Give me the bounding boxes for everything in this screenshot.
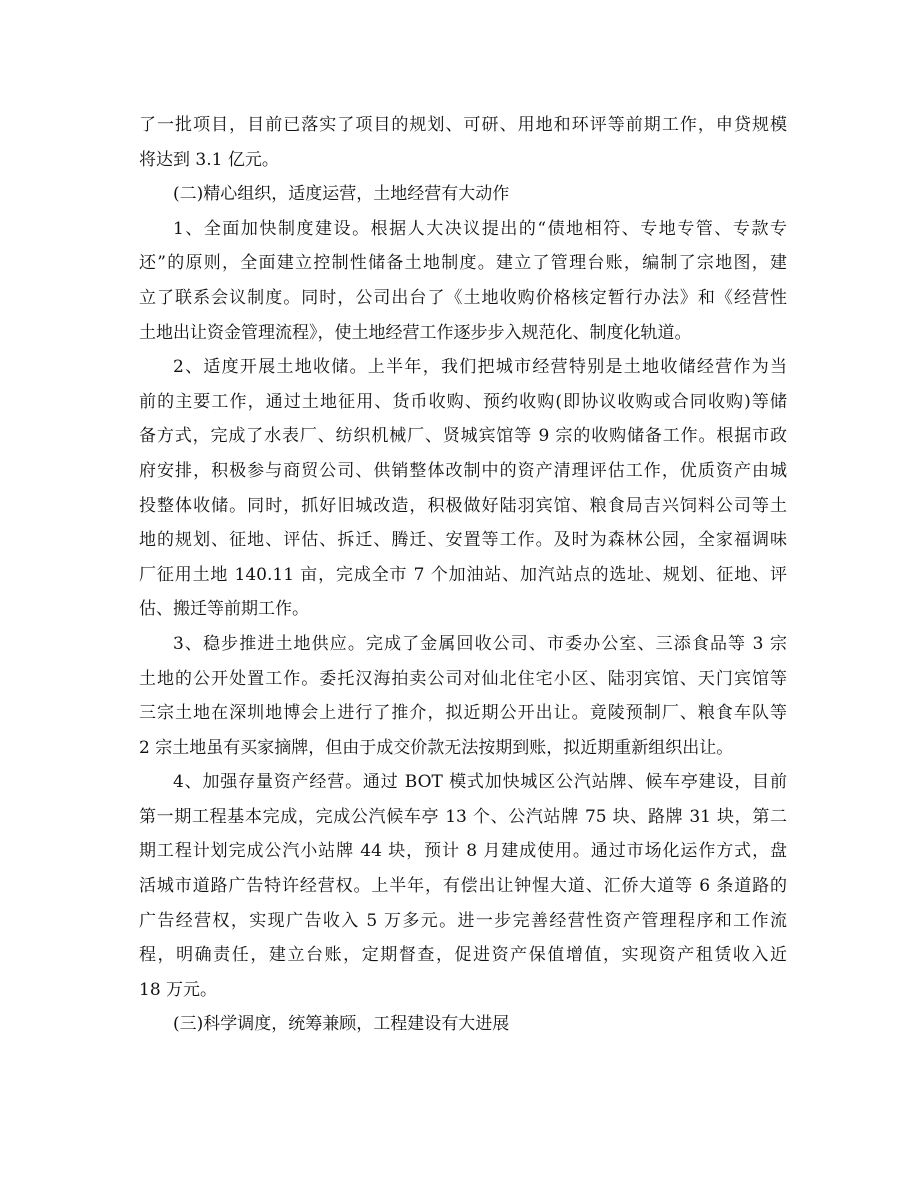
text-line: 土地出让资金管理流程》，使土地经营工作逐步步入规范化、制度化轨道。: [139, 322, 692, 343]
text-line: 2 宗土地虽有买家摘牌，但由于成交价款无法按期到账，拟近期重新组织出让。: [139, 737, 734, 758]
text-line: 立了联系会议制度。同时，公司出台了《土地收购价格核定暂行办法》和《经营性: [139, 287, 787, 308]
text-line: 三宗土地在深圳地博会上进行了推介，拟近期公开出让。竟陵预制厂、粮食车队等: [139, 703, 787, 724]
paragraph: [139, 350, 787, 627]
text-line: 府安排，积极参与商贸公司、供销整体改制中的资产清理评估工作，优质资产由城: [139, 460, 787, 481]
heading-line: (二)精心组织，适度运营，土地经营有大动作: [173, 184, 510, 205]
paragraph: [139, 765, 787, 1007]
section-heading: [139, 177, 787, 212]
section-heading: [139, 1007, 787, 1042]
text-line: 投整体收储。同时，抓好旧城改造，积极做好陆羽宾馆、粮食局吉兴饲料公司等土: [139, 495, 787, 516]
text-line: 第一期工程基本完成，完成公汽候车亭 13 个、公汽站牌 75 块、路牌 31 块，第二: [139, 806, 787, 827]
text-line: 估、搬迁等前期工作。: [139, 599, 309, 620]
text-line: 地的规划、征地、评估、拆迁、腾迁、安置等工作。及时为森林公园，全家福调味: [139, 530, 787, 551]
paragraph: [139, 108, 787, 177]
heading-line: (三)科学调度，统筹兼顾，工程建设有大进展: [173, 1014, 510, 1035]
text-line: 还”的原则，全面建立控制性储备土地制度。建立了管理台账，编制了宗地图，建: [139, 253, 787, 274]
text-line: 期工程计划完成公汽小站牌 44 块，预计 8 月建成使用。通过市场化运作方式，盘: [139, 841, 787, 862]
text-line: 2、适度开展土地收储。上半年，我们把城市经营特别是土地收储经营作为当: [173, 357, 787, 378]
text-line: 活城市道路广告特许经营权。上半年，有偿出让钟惺大道、汇侨大道等 6 条道路的: [139, 876, 787, 897]
text-line: 1、全面加快制度建设。根据人大决议提出的“债地相符、专地专管、专款专: [173, 218, 787, 239]
paragraph: [139, 627, 787, 765]
text-line: 了一批项目，目前已落实了项目的规划、可研、用地和环评等前期工作，申贷规模: [139, 115, 787, 135]
text-line: 程，明确责任，建立台账，定期督查，促进资产保值增值，实现资产租赁收入近: [139, 945, 787, 966]
text-line: 前的主要工作，通过土地征用、货币收购、预约收购(即协议收购或合同收购)等储: [139, 391, 787, 412]
document-body: [139, 108, 787, 1042]
text-line: 3、稳步推进土地供应。完成了金属回收公司、市委办公室、三添食品等 3 宗: [173, 633, 787, 654]
text-line: 4、加强存量资产经营。通过 BOT 模式加快城区公汽站牌、候车亭建设，目前: [173, 772, 787, 793]
text-line: 土地的公开处置工作。委托汉海拍卖公司对仙北住宅小区、陆羽宾馆、天门宾馆等: [139, 668, 787, 689]
text-line: 将达到 3.1 亿元。: [139, 149, 279, 170]
text-line: 18 万元。: [139, 979, 218, 1000]
text-line: 广告经营权，实现广告收入 5 万多元。进一步完善经营性资产管理程序和工作流: [139, 910, 787, 931]
text-line: 厂征用土地 140.11 亩，完成全市 7 个加油站、加汽站点的选址、规划、征地、评: [139, 564, 787, 585]
text-line: 备方式，完成了水表厂、纺织机械厂、贤城宾馆等 9 宗的收购储备工作。根据市政: [139, 426, 787, 447]
paragraph: [139, 212, 787, 350]
